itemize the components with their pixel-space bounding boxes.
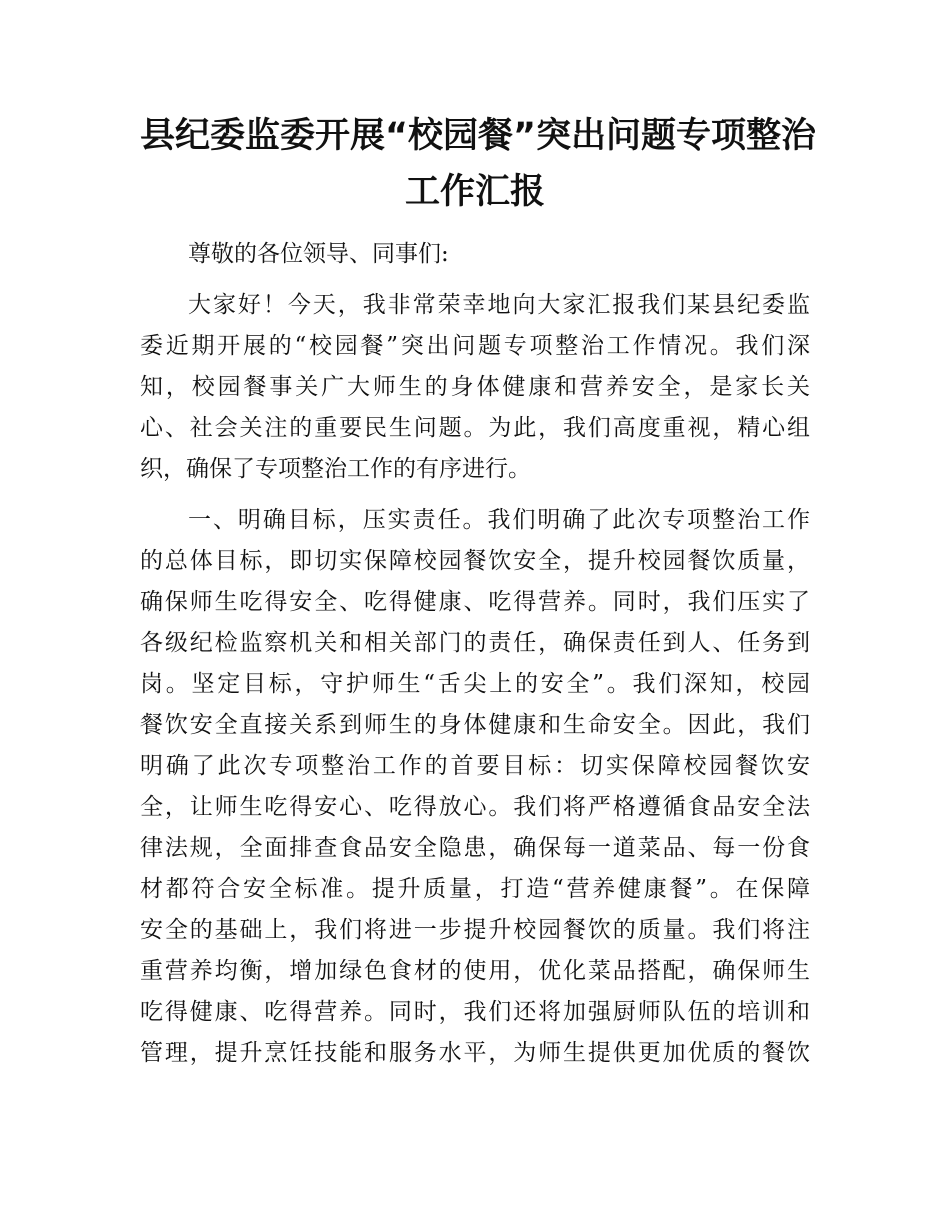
text-line: 安全的基础上，我们将进一步提升校园餐饮的质量。我们将注 [140,917,810,943]
text-line: 尊敬的各位领导、同事们: [188,241,449,267]
text-line: 委近期开展的“校园餐”突出问题专项整治工作情况。我们深 [140,333,810,359]
text-line: 全，让师生吃得安心、吃得放心。我们将严格遵循食品安全法 [140,794,810,820]
document-body [140,234,810,1084]
text-line: 重营养均衡，增加绿色食材的使用，优化菜品搭配，确保师生 [140,958,810,984]
greeting-paragraph [140,285,810,490]
title-line-1: 县纪委监委开展“校园餐”突出问题专项整治 [140,116,817,156]
text-line: 餐饮安全直接关系到师生的身体健康和生命安全。因此，我们 [140,712,810,738]
text-line: 心、社会关注的重要民生问题。为此，我们高度重视，精心组 [140,415,810,441]
text-line: 管理，提升烹饪技能和服务水平，为师生提供更加优质的餐饮 [140,1040,810,1066]
text-line: 确保师生吃得安全、吃得健康、吃得营养。同时，我们压实了 [140,589,810,615]
text-line: 一、明确目标，压实责任。我们明确了此次专项整治工作 [188,507,810,533]
text-line: 织，确保了专项整治工作的有序进行。 [140,456,531,482]
text-line: 材都符合安全标准。提升质量，打造“营养健康餐”。在保障 [140,876,810,902]
salutation-paragraph [140,234,810,275]
section-one-paragraph [140,500,810,1074]
text-line: 律法规，全面排查食品安全隐患，确保每一道菜品、每一份食 [140,835,810,861]
title-line-2: 工作汇报 [404,172,545,212]
text-line: 岗。坚定目标，守护师生“舌尖上的安全”。我们深知，校园 [140,671,810,697]
document-title [140,108,817,220]
text-line: 大家好！今天，我非常荣幸地向大家汇报我们某县纪委监 [188,292,810,318]
text-line: 的总体目标，即切实保障校园餐饮安全，提升校园餐饮质量， [140,548,810,574]
text-line: 知，校园餐事关广大师生的身体健康和营养安全，是家长关 [140,374,810,400]
text-line: 明确了此次专项整治工作的首要目标：切实保障校园餐饮安 [140,753,810,779]
text-line: 吃得健康、吃得营养。同时，我们还将加强厨师队伍的培训和 [140,999,810,1025]
text-line: 各级纪检监察机关和相关部门的责任，确保责任到人、任务到 [140,630,810,656]
